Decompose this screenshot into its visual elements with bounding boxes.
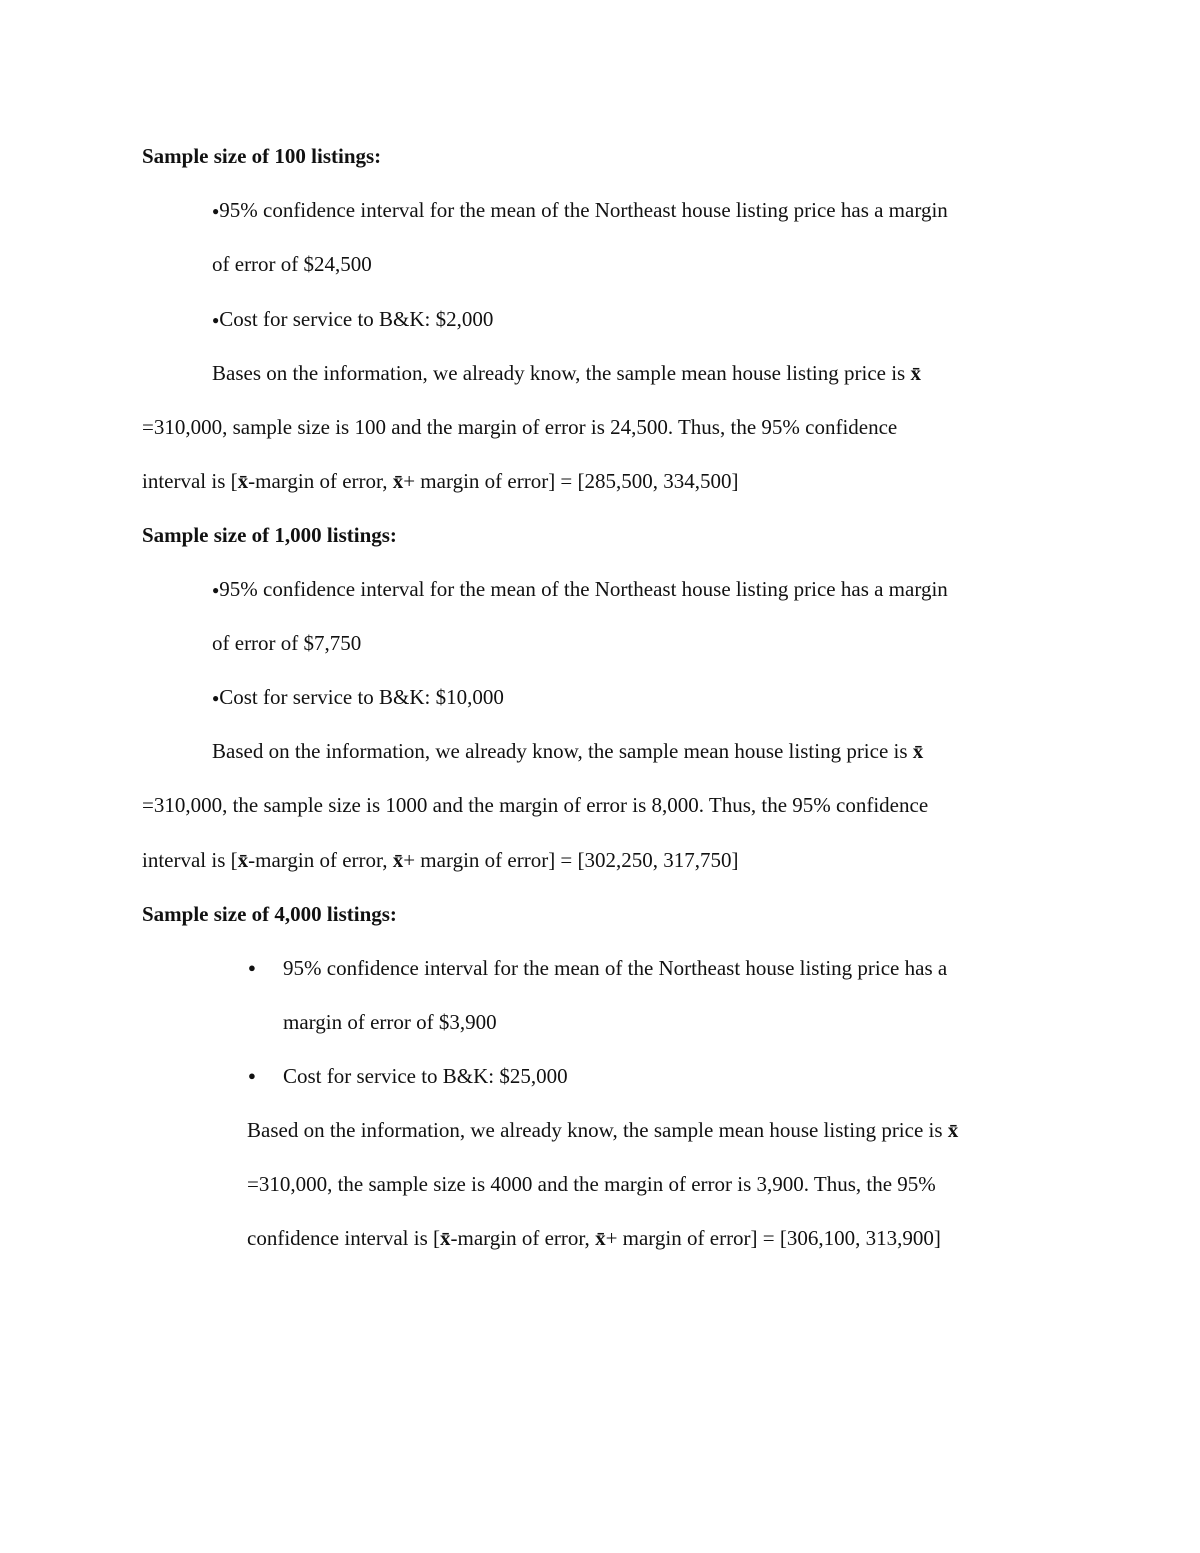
bullet-icon: ● [248,960,256,975]
section-1-heading: Sample size of 100 listings: [142,144,382,168]
xbar-symbol: x̄ [237,469,249,493]
section-3-bullet-2: Cost for service to B&K: $25,000 [283,1064,568,1088]
section-3-para-line-1 [247,1115,958,1145]
xbar-symbol: x̄ [910,361,921,385]
para-text: confidence interval is [ [247,1226,440,1250]
bullet-text: 95% confidence interval for the mean of the Northeast house listing price has a margin [219,198,948,222]
para-text: interval is [ [142,469,238,493]
section-2-bullet-2 [212,682,504,713]
bullet-icon: ● [212,691,220,705]
para-text: interval is [ [142,848,238,872]
section-3-bullet-1: 95% confidence interval for the mean of the Northeast house listing price has a [283,956,948,980]
para-text: -margin of error, [248,848,393,872]
section-2-heading: Sample size of 1,000 listings: [142,523,397,547]
section-3-heading: Sample size of 4,000 listings: [142,902,397,926]
para-text: Based on the information, we already know, the sample mean house listing price is [212,739,913,763]
section-1-para-line-1 [212,358,921,388]
para-text: -margin of error, [450,1226,596,1250]
xbar-symbol: x̄ [440,1226,451,1250]
section-2-para-line-2: =310,000, the sample size is 1000 and the margin of error is 8,000. Thus, the 95% confidence [142,793,929,817]
section-2-bullet-1 [212,574,948,605]
bullet-icon: ● [212,313,220,327]
para-text: Bases on the information, we already know, the sample mean house listing price is [212,361,911,385]
para-text: Based on the information, we already know, the sample mean house listing price is [247,1118,948,1142]
xbar-symbol: x̄ [912,739,924,763]
section-1-para-line-2: =310,000, sample size is 100 and the margin of error is 24,500. Thus, the 95% confidence [142,415,898,439]
xbar-symbol: x̄ [392,469,404,493]
section-1-bullet-1 [212,195,948,226]
bullet-icon: ● [212,204,220,218]
para-text: -margin of error, [248,469,393,493]
section-2-bullet-1-cont: of error of $7,750 [212,631,362,655]
xbar-symbol: x̄ [392,848,404,872]
section-1-bullet-2 [212,304,493,335]
section-3-bullet-1-cont: margin of error of $3,900 [283,1010,497,1034]
para-text: + margin of error] = [306,100, 313,900] [605,1226,941,1250]
section-1-bullet-1-cont: of error of $24,500 [212,252,372,276]
bullet-text: 95% confidence interval for the mean of the Northeast house listing price has a margin [219,577,948,601]
xbar-symbol: x̄ [595,1226,606,1250]
para-text: + margin of error] = [285,500, 334,500] [403,469,739,493]
xbar-symbol: x̄ [237,848,249,872]
xbar-symbol: x̄ [947,1118,959,1142]
bullet-text: Cost for service to B&K: $10,000 [219,685,504,709]
section-2-para-line-1 [212,736,923,766]
bullet-text: Cost for service to B&K: $2,000 [219,307,494,331]
section-1-para-line-3 [142,466,739,496]
section-2-para-line-3 [142,845,739,875]
bullet-icon: ● [212,583,220,597]
section-3-para-line-2: =310,000, the sample size is 4000 and the margin of error is 3,900. Thus, the 95% [247,1172,936,1196]
bullet-icon: ● [248,1068,256,1083]
para-text: + margin of error] = [302,250, 317,750] [403,848,739,872]
section-3-para-line-3 [247,1223,941,1253]
